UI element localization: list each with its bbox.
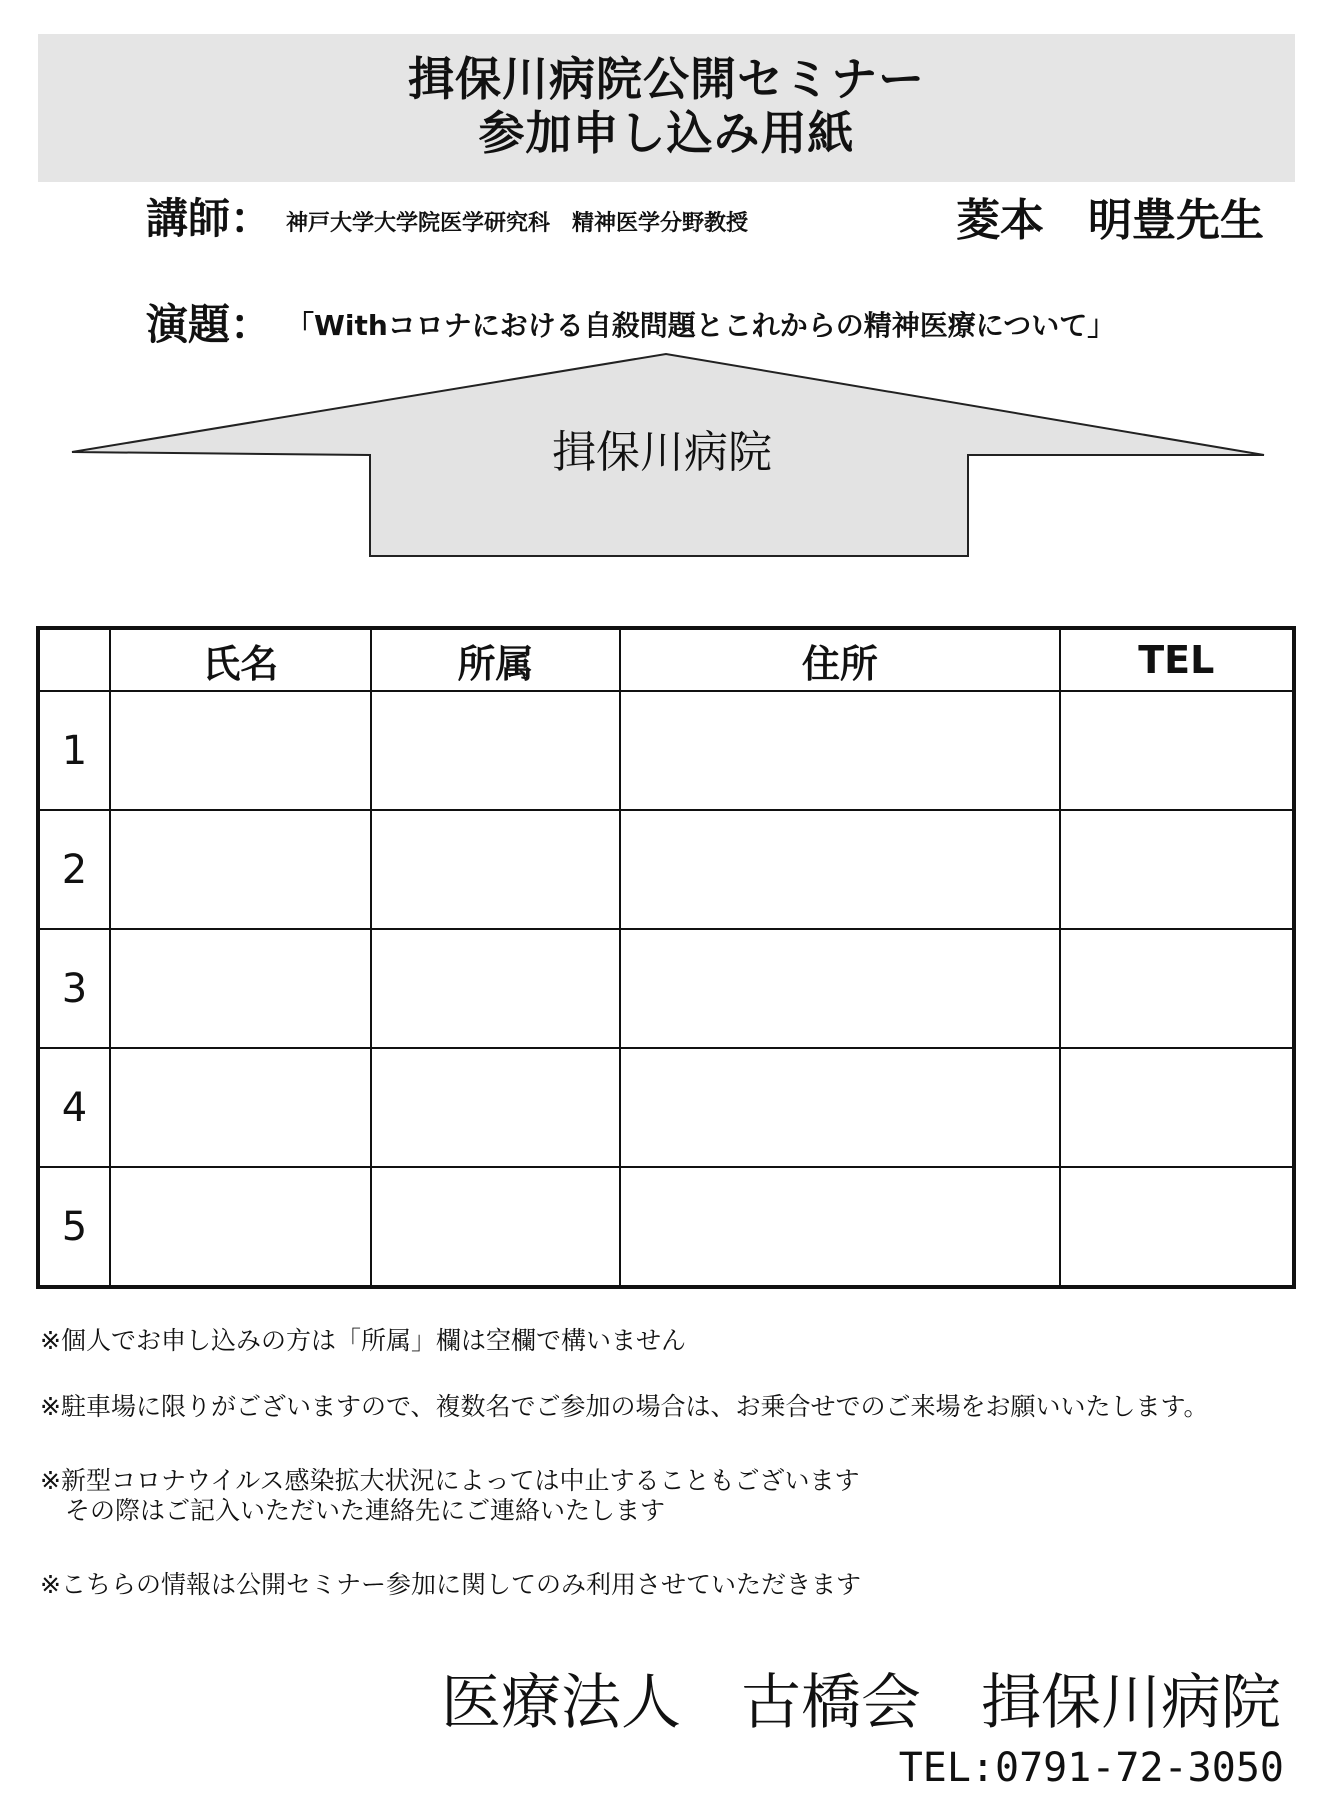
name-cell[interactable]: [110, 810, 371, 929]
name-cell[interactable]: [110, 691, 371, 810]
lecturer-name: 菱本 明豊先生: [956, 195, 1264, 246]
table-row: [38, 1048, 1294, 1167]
note-contact: その際はご記入いただいた連絡先にご連絡いたします: [40, 1496, 666, 1525]
page-title-line2: 参加申し込み用紙: [478, 106, 855, 160]
up-arrow-shape: [0, 0, 1344, 570]
name-cell[interactable]: [110, 1167, 371, 1287]
address-cell[interactable]: [620, 929, 1059, 1048]
note-cancellation: ※新型コロナウイルス感染拡大状況によっては中止することもございます: [40, 1466, 860, 1495]
table-row: [38, 810, 1294, 929]
row-number: 5: [38, 1167, 110, 1287]
arrow-label: 揖保川病院: [552, 427, 772, 478]
affiliation-cell[interactable]: [371, 1167, 620, 1287]
tel-cell[interactable]: [1060, 1048, 1294, 1167]
header-number: [38, 628, 110, 691]
address-cell[interactable]: [620, 691, 1059, 810]
row-number: 2: [38, 810, 110, 929]
registration-table: [36, 626, 1296, 1289]
row-number: 3: [38, 929, 110, 1048]
page-title-line1: 揖保川病院公開セミナー: [408, 52, 925, 106]
affiliation-cell[interactable]: [371, 929, 620, 1048]
table-row: [38, 691, 1294, 810]
lecturer-label: 講師：: [146, 194, 273, 243]
note-parking: ※駐車場に限りがございますので、複数名でご参加の場合は、お乗合せでのご来場をお願いいたします。: [40, 1392, 1209, 1421]
tel-cell[interactable]: [1060, 929, 1294, 1048]
topic-text: 「Withコロナにおける自殺問題とこれからの精神医療について」: [286, 309, 1116, 342]
row-number: 1: [38, 691, 110, 810]
name-cell[interactable]: [110, 1048, 371, 1167]
affiliation-cell[interactable]: [371, 691, 620, 810]
table-row: [38, 929, 1294, 1048]
header-affiliation: 所属: [371, 628, 620, 691]
header-address: 住所: [620, 628, 1059, 691]
tel-cell[interactable]: [1060, 810, 1294, 929]
address-cell[interactable]: [620, 810, 1059, 929]
organization-name: 医療法人 古橋会 揖保川病院: [441, 1668, 1281, 1738]
organization-tel: TEL:0791-72-3050: [898, 1745, 1284, 1791]
tel-cell[interactable]: [1060, 1167, 1294, 1287]
note-privacy: ※こちらの情報は公開セミナー参加に関してのみ利用させていただきます: [40, 1570, 861, 1599]
address-cell[interactable]: [620, 1048, 1059, 1167]
row-number: 4: [38, 1048, 110, 1167]
address-cell[interactable]: [620, 1167, 1059, 1287]
affiliation-cell[interactable]: [371, 810, 620, 929]
affiliation-cell[interactable]: [371, 1048, 620, 1167]
note-affiliation-blank: ※個人でお申し込みの方は「所属」欄は空欄で構いません: [40, 1326, 686, 1355]
header-name: 氏名: [110, 628, 371, 691]
topic-label: 演題：: [146, 300, 273, 349]
table-header-row: [38, 628, 1294, 691]
lecturer-affiliation: 神戸大学大学院医学研究科 精神医学分野教授: [286, 211, 749, 236]
table-row: [38, 1167, 1294, 1287]
tel-cell[interactable]: [1060, 691, 1294, 810]
name-cell[interactable]: [110, 929, 371, 1048]
header-tel: TEL: [1060, 628, 1294, 691]
